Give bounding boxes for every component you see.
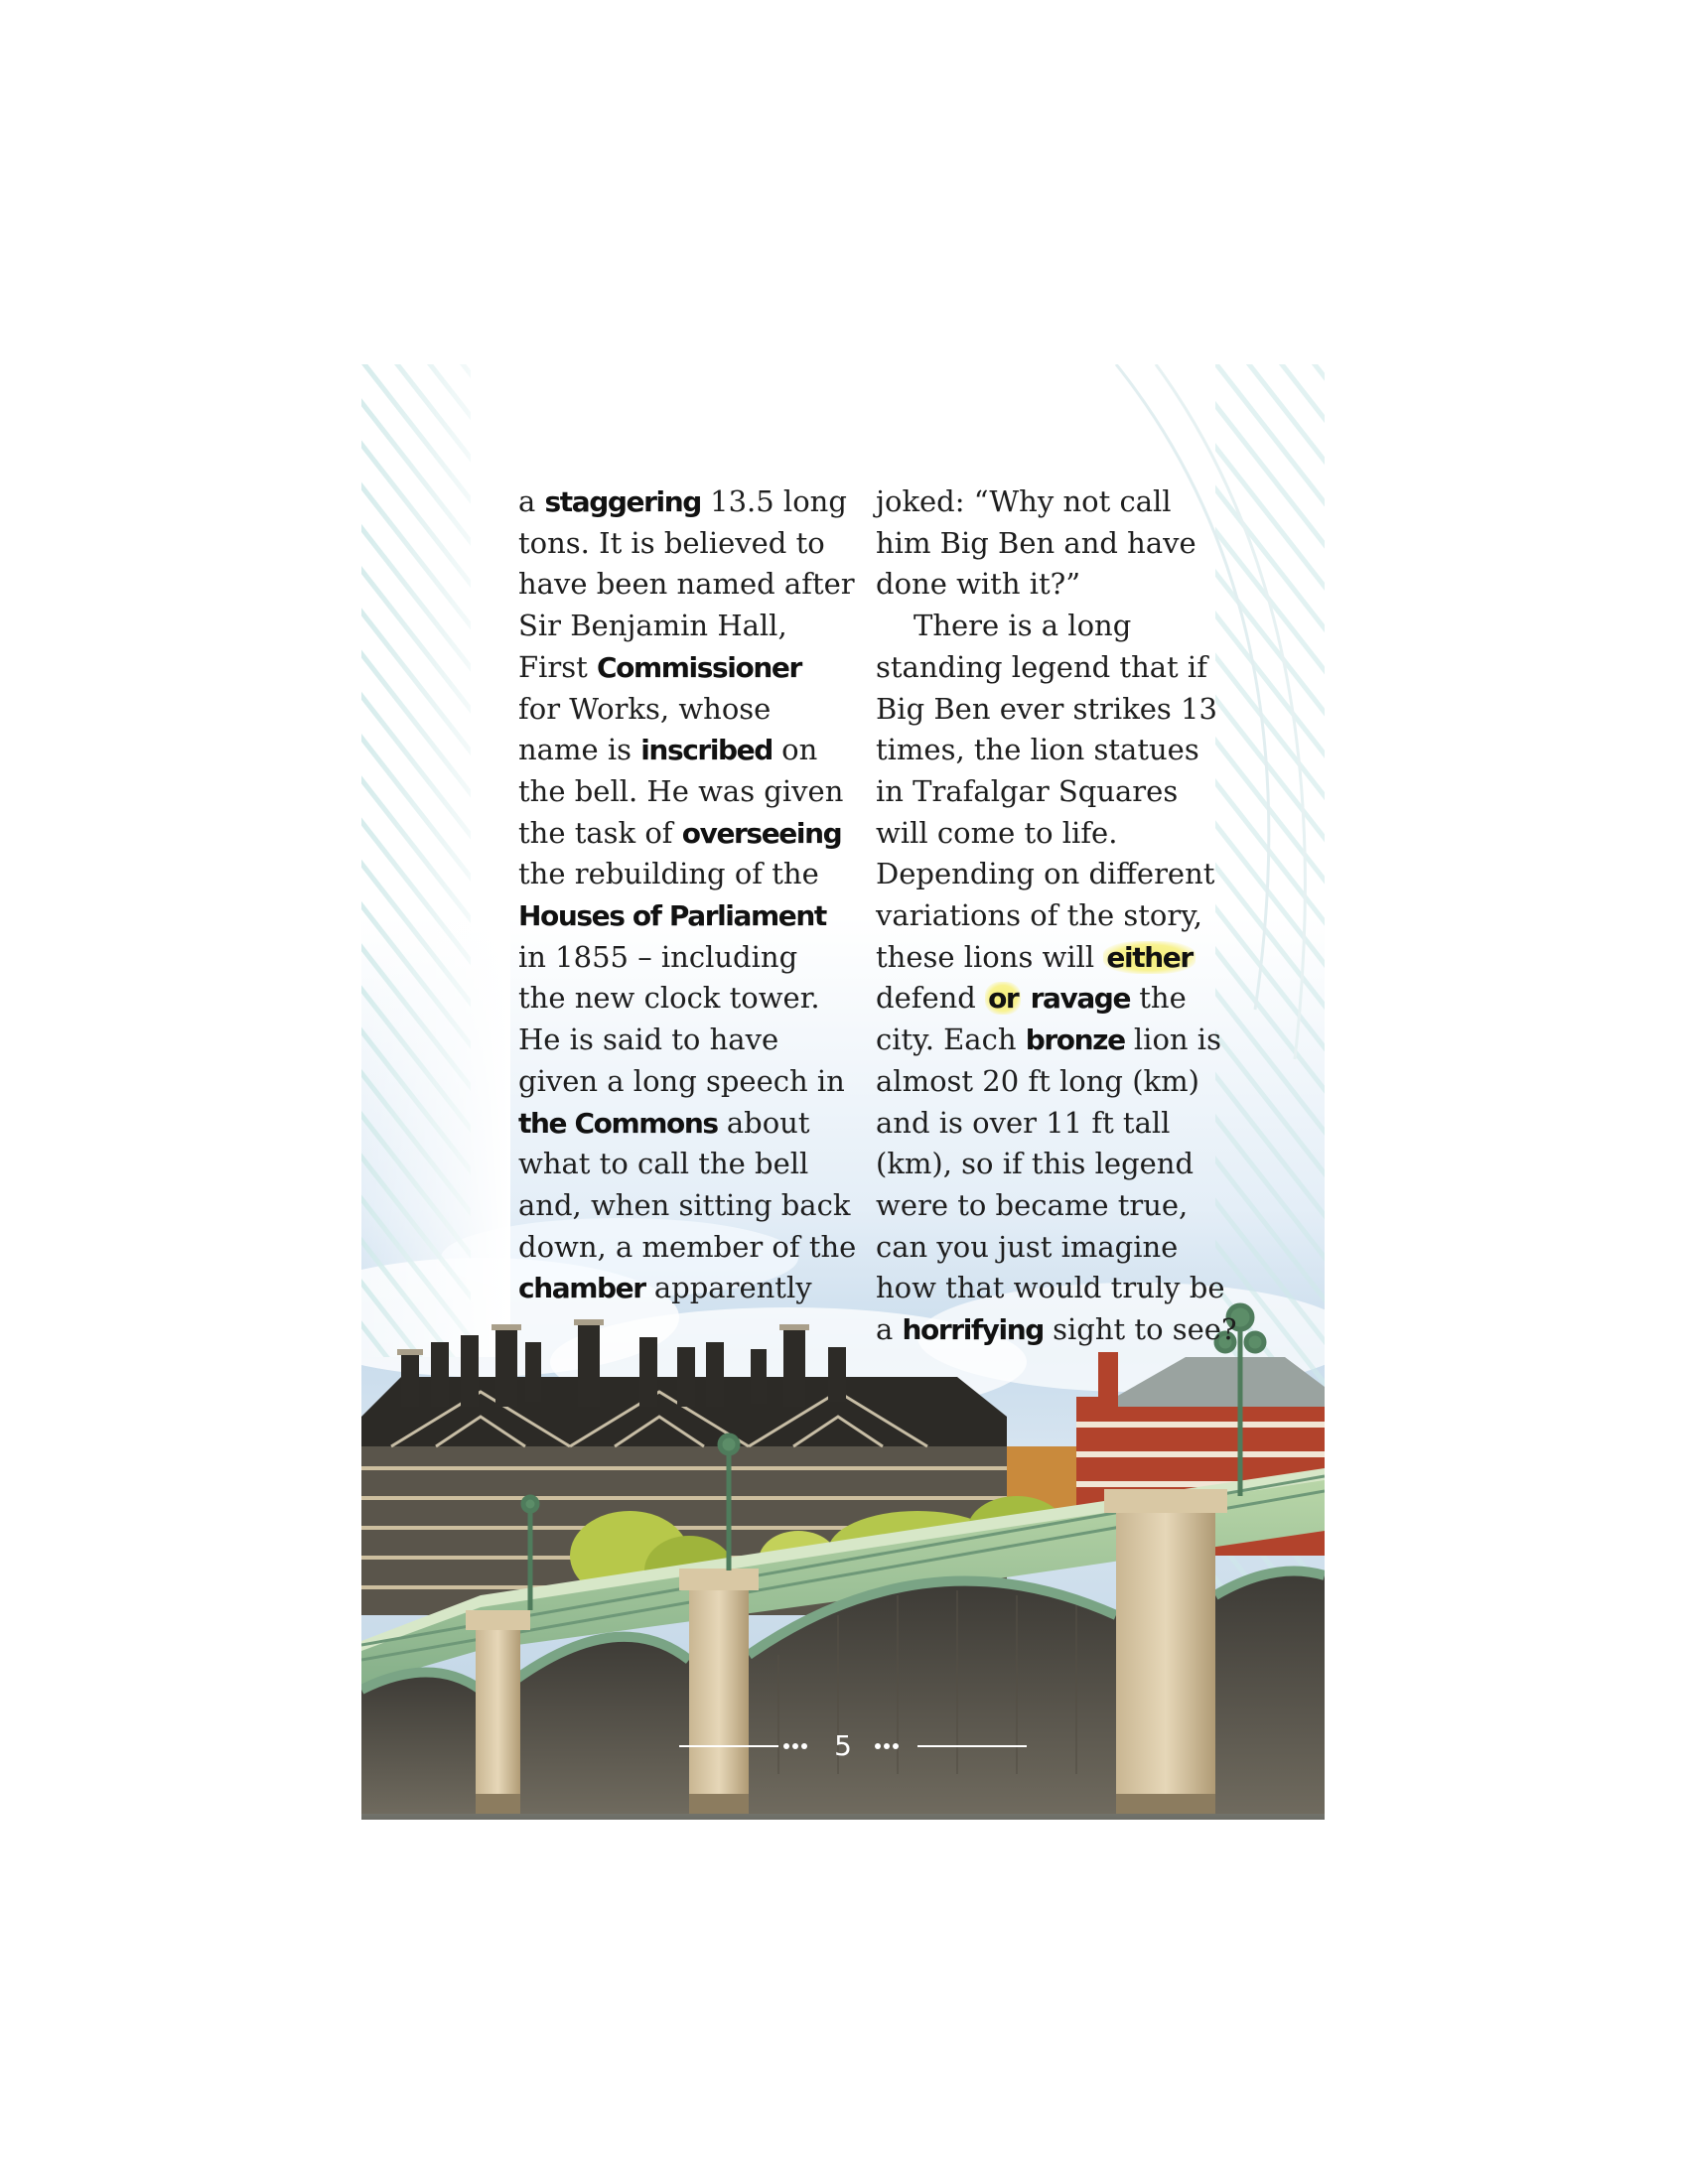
text-run: a bbox=[876, 1312, 903, 1347]
text-line bbox=[876, 771, 1218, 813]
text-line bbox=[876, 1061, 1218, 1103]
text-run: variations of the story, bbox=[876, 898, 1202, 933]
text-line bbox=[876, 937, 1218, 979]
text-run: tons. It is believed to bbox=[518, 525, 825, 560]
text-line bbox=[876, 895, 1218, 937]
text-run: the new clock tower. bbox=[518, 981, 820, 1016]
text-columns bbox=[518, 481, 1237, 1355]
text-line bbox=[518, 813, 861, 855]
text-run: Depending on different bbox=[876, 857, 1215, 891]
text-line bbox=[876, 854, 1218, 895]
text-run: the bell. He was given bbox=[518, 773, 844, 808]
text-line bbox=[876, 1144, 1218, 1185]
text-line bbox=[876, 689, 1218, 731]
text-run: and is over 11 ft tall bbox=[876, 1105, 1171, 1140]
text-run: down, a member of the bbox=[518, 1229, 857, 1264]
text-line bbox=[518, 937, 861, 979]
vocabulary-word: Houses of Parliament bbox=[518, 899, 826, 933]
text-line bbox=[876, 1309, 1237, 1351]
text-run: Sir Benjamin Hall, bbox=[518, 609, 787, 643]
right-column bbox=[876, 481, 1237, 1351]
text-line bbox=[876, 1185, 1218, 1227]
text-line bbox=[876, 1103, 1218, 1145]
vocabulary-word: horrifying bbox=[902, 1313, 1044, 1347]
text-line bbox=[518, 1103, 861, 1145]
text-line bbox=[518, 606, 861, 647]
vocabulary-word: chamber bbox=[518, 1272, 645, 1305]
text-run: There is a long bbox=[914, 609, 1132, 643]
text-run: defend bbox=[876, 981, 986, 1016]
text-line bbox=[876, 730, 1218, 771]
page-footer bbox=[361, 1726, 1325, 1766]
text-run: name is bbox=[518, 733, 641, 767]
text-run: these lions will bbox=[876, 939, 1104, 974]
text-line bbox=[518, 1144, 861, 1185]
text-run: for Works, whose bbox=[518, 691, 772, 726]
highlighted-vocabulary-word: either bbox=[1103, 941, 1195, 974]
vocabulary-word: the Commons bbox=[518, 1106, 718, 1140]
text-line bbox=[876, 647, 1218, 689]
text-run: apparently bbox=[644, 1271, 812, 1305]
text-line bbox=[518, 895, 861, 937]
vocabulary-word: Commissioner bbox=[597, 650, 801, 684]
text-run: the rebuilding of the bbox=[518, 857, 819, 891]
text-run: about bbox=[717, 1105, 810, 1140]
book-page bbox=[361, 364, 1325, 1820]
vocabulary-word: bronze bbox=[1025, 1024, 1125, 1057]
text-run: 13.5 long bbox=[700, 484, 847, 518]
text-run: almost 20 ft long (km) bbox=[876, 1063, 1199, 1098]
text-run: lion is bbox=[1124, 1023, 1221, 1057]
text-run: standing legend that if bbox=[876, 649, 1207, 684]
text-line bbox=[518, 523, 861, 565]
text-run: how that would truly be bbox=[876, 1271, 1225, 1305]
text-run: the task of bbox=[518, 815, 682, 850]
text-line bbox=[876, 564, 1218, 606]
vocabulary-word: inscribed bbox=[640, 734, 773, 767]
text-line bbox=[518, 854, 861, 895]
text-run: the bbox=[1130, 981, 1187, 1016]
text-line bbox=[518, 689, 861, 731]
text-line bbox=[876, 481, 1218, 523]
highlighted-vocabulary-word: or bbox=[985, 982, 1021, 1015]
text-run: (km), so if this legend bbox=[876, 1147, 1195, 1181]
text-line bbox=[518, 1268, 861, 1309]
left-column bbox=[518, 481, 861, 1309]
vocabulary-word: overseeing bbox=[681, 816, 842, 850]
text-run: Big Ben ever strikes 13 bbox=[876, 691, 1217, 726]
text-run: joked: “Why not call bbox=[876, 484, 1172, 518]
text-line bbox=[876, 1227, 1218, 1269]
text-line bbox=[518, 564, 861, 606]
text-line bbox=[876, 813, 1218, 855]
text-run: a bbox=[518, 484, 545, 518]
text-line bbox=[518, 647, 861, 689]
text-run bbox=[1021, 981, 1030, 1015]
text-run: sight to see? bbox=[1043, 1312, 1237, 1347]
text-run: He is said to have bbox=[518, 1023, 779, 1057]
text-run: city. Each bbox=[876, 1023, 1026, 1057]
vocabulary-word: staggering bbox=[544, 485, 701, 518]
text-line bbox=[518, 771, 861, 813]
text-line bbox=[876, 1268, 1225, 1309]
text-run: him Big Ben and have bbox=[876, 525, 1196, 560]
text-run: have been named after bbox=[518, 567, 855, 602]
text-run: in Trafalgar Squares bbox=[876, 773, 1179, 808]
text-run: in 1855 – including bbox=[518, 939, 798, 974]
text-line bbox=[518, 1020, 861, 1061]
text-line bbox=[876, 1020, 1221, 1061]
text-run: will come to life. bbox=[876, 815, 1118, 850]
text-line bbox=[518, 481, 861, 523]
text-run: and, when sitting back bbox=[518, 1187, 851, 1222]
text-line bbox=[518, 978, 861, 1020]
text-line bbox=[876, 606, 1218, 647]
page-number: 5 bbox=[834, 1729, 852, 1762]
text-line bbox=[518, 1227, 861, 1269]
text-line bbox=[876, 523, 1218, 565]
text-run: given a long speech in bbox=[518, 1063, 845, 1098]
text-run: on bbox=[772, 733, 818, 767]
text-run: done with it?” bbox=[876, 567, 1081, 602]
text-line bbox=[518, 1185, 861, 1227]
text-run: times, the lion statues bbox=[876, 733, 1199, 767]
vocabulary-word: ravage bbox=[1030, 982, 1131, 1016]
text-run: First bbox=[518, 649, 598, 684]
text-run: were to became true, bbox=[876, 1187, 1189, 1222]
text-run: can you just imagine bbox=[876, 1229, 1179, 1264]
text-line bbox=[876, 978, 1218, 1020]
text-run: what to call the bell bbox=[518, 1147, 809, 1181]
text-line bbox=[518, 730, 861, 771]
text-line bbox=[518, 1061, 861, 1103]
